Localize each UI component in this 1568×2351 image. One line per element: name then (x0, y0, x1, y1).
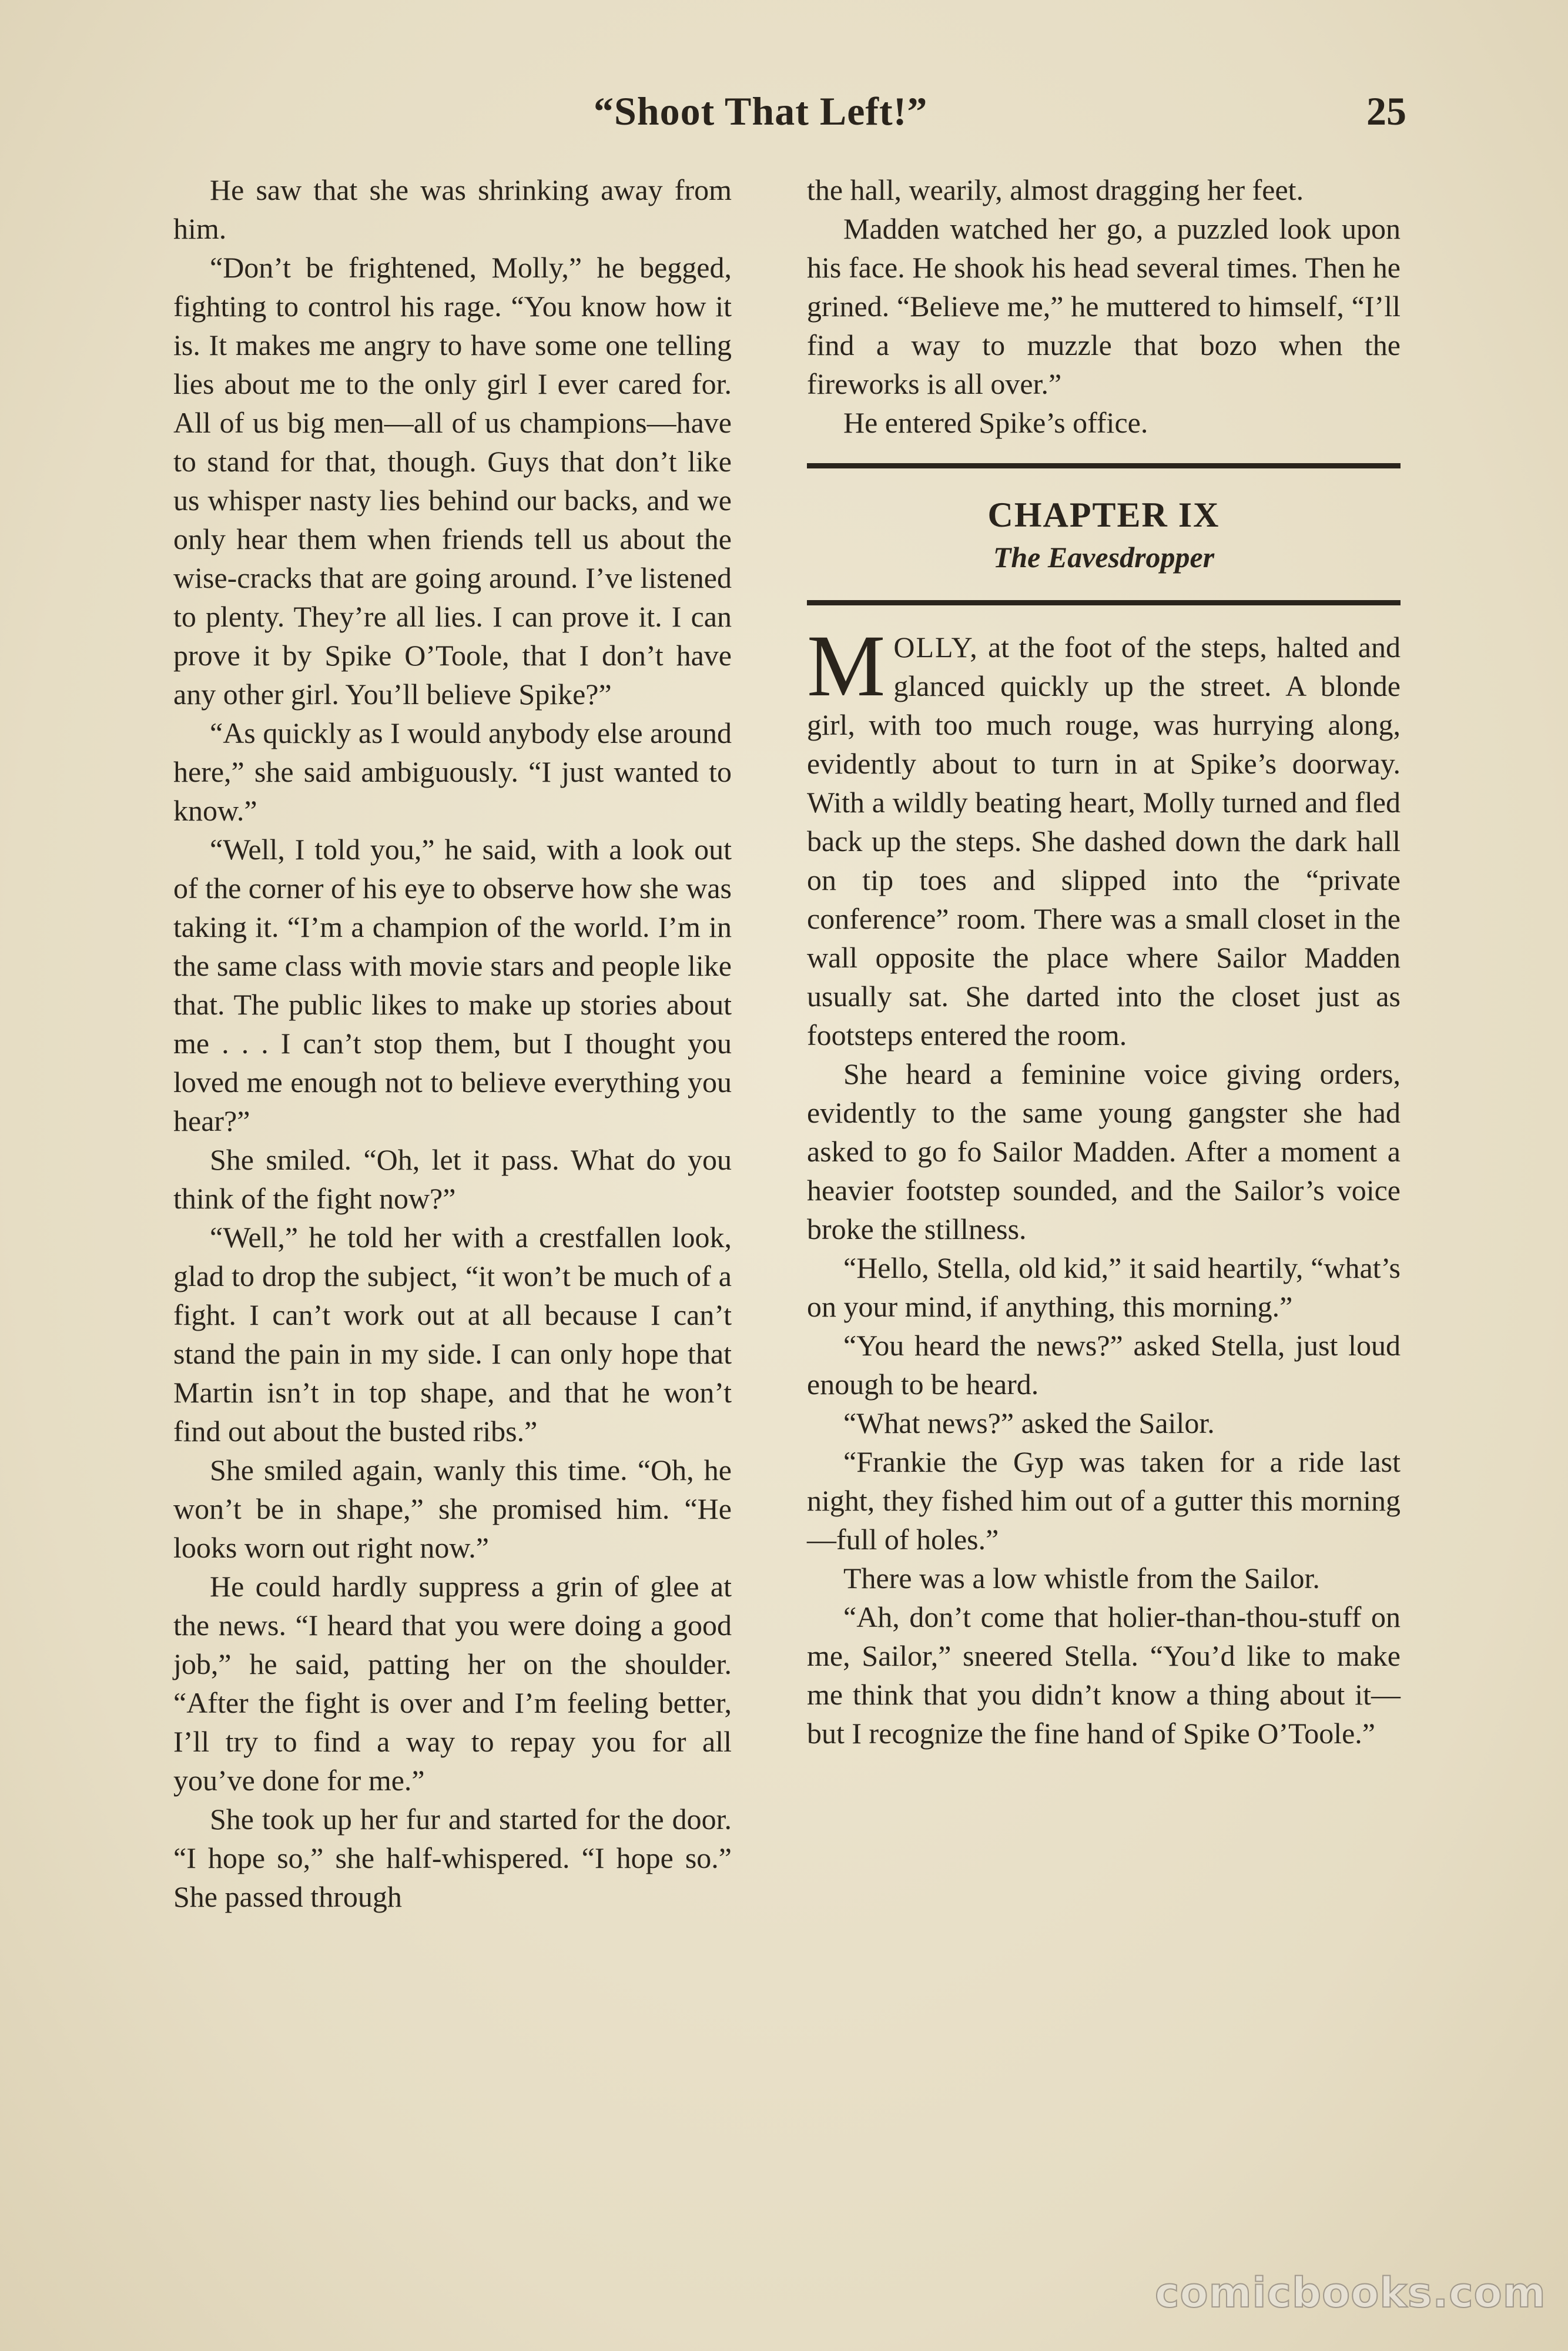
watermark: comicbooks.com (1155, 2269, 1546, 2317)
drop-cap: M (807, 617, 886, 715)
paragraph: “Frankie the Gyp was taken for a ride last night, they fished him out of a gutter this morning—full of holes.” (807, 1445, 1401, 1556)
right-column (807, 170, 1401, 1753)
running-head: “Shoot That Left!” (594, 89, 928, 133)
paragraph: “Hello, Stella, old kid,” it said heartily, “what’s on your mind, if anything, this morning.” (807, 1251, 1401, 1323)
opening-small-caps: OLLY, (893, 631, 979, 664)
paragraph: “Ah, don’t come that holier-than-thou-stuff on me, Sailor,” sneered Stella. “You’d like to make me think that you didn’t know a thing about it—but I recognize the fine hand of Spike O’Toole.” (807, 1600, 1401, 1750)
chapter-title: CHAPTER IX (987, 495, 1220, 534)
chapter-heading (807, 492, 1401, 577)
paragraph: She heard a feminine voice giving orders, evidently to the same young gangster she had asked to go fo Sailor Madden. After a moment a heavier footstep sounded, and the Sailor’s voice broke the stillness. (807, 1057, 1401, 1245)
opening-text: at the foot of the steps, halted and glanced quickly up the street. A blonde girl, with too much rouge, was hurrying along, evidently about to turn in at Spike’s doorway. With a wildly beating heart, Molly turned and fled back up the steps. She dashed down the dark hall on tip toes and slipped into the “private conference” room. There was a small closet in the wall opposite the place where Sailor Madden usually sat. She darted into the closet just as footsteps entered the room. (807, 631, 1401, 1051)
opening-paragraph (807, 617, 1401, 1054)
paragraph: “You heard the news?” asked Stella, just loud enough to be heard. (807, 1329, 1401, 1401)
paragraph: Madden watched her go, a puzzled look upon his face. He shook his head several times. Then he grined. “Believe me,” he muttered to himself, “I’ll find a way to muzzle that bozo when the fireworks is all over.” (807, 212, 1401, 400)
chapter-subtitle: The Eavesdropper (993, 541, 1215, 574)
page-number: 25 (1366, 89, 1406, 133)
paragraph: “Well,” he told her with a crestfallen look, glad to drop the subject, “it won’t be much of a fight. I can’t work out at all because I can’t stand the pain in my side. I can only hope that Martin isn’t in top shape, and that he won’t find out about the busted ribs.” (173, 1221, 732, 1448)
paragraph: She smiled. “Oh, let it pass. What do you think of the fight now?” (173, 1143, 732, 1215)
paragraph: “What news?” asked the Sailor. (843, 1406, 1215, 1439)
paragraph: He saw that she was shrinking away from him. (173, 173, 732, 245)
paragraph: “Well, I told you,” he said, with a look out of the corner of his eye to observe how she was taking it. “I’m a champion of the world. I’m in the same class with movie stars and people like that. The public likes to make up stories about me . . . I can’t stop them, but I thought you loved me enough not to believe everything you hear?” (173, 833, 732, 1137)
left-column (173, 170, 732, 1916)
paragraph: There was a low whistle from the Sailor. (843, 1562, 1320, 1595)
paragraph: “Don’t be frightened, Molly,” he begged, fighting to control his rage. “You know how it is. It makes me angry to have some one telling lies about me to the only girl I ever cared for. All of us big men—all of us champions—have to stand for that, though. Guys that don’t like us whisper nasty lies behind our backs, and we only hear them when friends tell us about the wise-cracks that are going around. I’ve listened to plenty. They’re all lies. I can prove it. I can prove it by Spike O’Toole, that I don’t have any other girl. You’ll believe Spike?” (173, 251, 732, 711)
paragraph: She took up her fur and started for the door. “I hope so,” she half-whispered. “I hope so.” She passed through (173, 1803, 732, 1913)
paragraph: the hall, wearily, almost dragging her feet. (807, 173, 1304, 206)
paragraph: “As quickly as I would anybody else around here,” she said ambiguously. “I just wanted to know.” (173, 716, 732, 827)
paragraph: She smiled again, wanly this time. “Oh, he won’t be in shape,” she promised him. “He looks worn out right now.” (173, 1454, 732, 1564)
paragraph: He could hardly suppress a grin of glee at the news. “I heard that you were doing a good job,” he said, patting her on the shoulder. “After the fight is over and I’m feeling better, I’ll try to find a way to repay you for all you’ve done for me.” (173, 1570, 732, 1797)
chapter-rule-bottom (807, 600, 1401, 605)
paragraph: He entered Spike’s office. (843, 406, 1148, 439)
chapter-rule-top (807, 463, 1401, 468)
